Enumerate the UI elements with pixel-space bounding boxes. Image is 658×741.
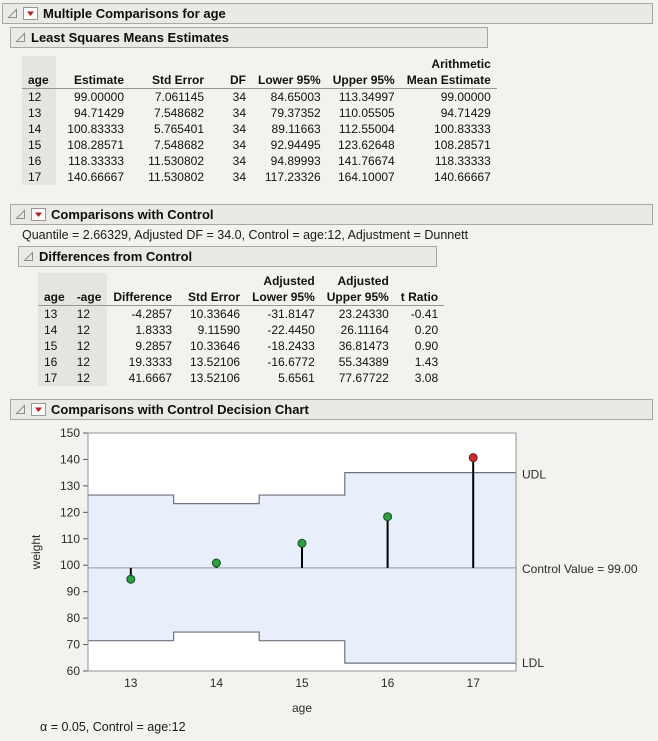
table-cell: -0.41 [410,307,439,321]
table-cell: -4.2857 [131,307,173,321]
table-cell: 5.6561 [278,371,315,385]
table-cell: 112.55004 [338,122,395,136]
table-cell: 117.23326 [264,170,321,184]
table-cell: 17 [22,169,56,185]
column-header[interactable]: Difference [107,289,178,306]
quantile-summary-text: Quantile = 2.66329, Adjusted DF = 34.0, Control = age:12, Adjustment = Dunnett [22,228,469,242]
section-header-comparisons-with-control[interactable] [10,204,653,225]
data-point[interactable] [298,539,306,547]
section-title: Least Squares Means Estimates [31,30,229,45]
red-triangle-menu-icon[interactable] [23,7,38,20]
table-cell: 108.28571 [67,138,124,152]
y-tick-label: 100 [59,558,80,573]
column-header[interactable]: age [38,289,71,306]
table-cell: 7.061145 [154,90,204,104]
table-cell: 34 [232,138,246,152]
table-cell: 16 [38,354,71,370]
column-header-top: Adjusted [337,274,389,288]
disclosure-triangle-icon[interactable] [7,8,18,19]
column-header[interactable]: Mean Estimate [401,72,497,89]
table-cell: 0.90 [414,339,439,353]
table-cell: 13 [38,306,71,323]
y-axis-label: weight [29,534,43,570]
disclosure-triangle-icon[interactable] [15,404,26,415]
column-header[interactable]: Std Error [130,72,210,89]
section-title: Differences from Control [39,249,193,264]
table-cell: 140.66667 [434,170,491,184]
table-cell: 94.89993 [270,154,321,168]
column-header-top [38,273,71,289]
table-row[interactable] [22,89,497,106]
table-cell: 13 [22,105,56,121]
table-row[interactable] [38,354,444,370]
data-point[interactable] [127,575,135,583]
table-cell: 7.548682 [153,106,204,120]
table-row[interactable] [38,306,444,323]
table-cell: 9.2857 [135,339,173,353]
section-title: Comparisons with Control [51,207,214,222]
column-header[interactable]: Lower 95% [252,72,327,89]
table-cell: 12 [22,89,56,106]
table-cell: 0.20 [414,323,439,337]
table-cell: 23.24330 [338,307,389,321]
table-cell: 79.37352 [270,106,321,120]
y-tick-label: 80 [66,611,80,626]
column-header-top: Adjusted [263,274,315,288]
table-cell: 141.76674 [338,154,395,168]
column-header[interactable]: Upper 95% [321,289,395,306]
column-header[interactable]: age [22,72,56,89]
table-cell: 34 [232,170,246,184]
table-cell: 164.10007 [338,170,395,184]
table-cell: 17 [38,370,71,386]
column-header[interactable]: Estimate [56,72,130,89]
dfc-table [38,273,444,386]
y-tick-label: 90 [66,584,80,599]
table-cell: -31.8147 [267,307,315,321]
table-cell: 34 [232,154,246,168]
alpha-footnote: α = 0.05, Control = age:12 [40,720,186,734]
table-cell: 13.52106 [190,355,241,369]
section-title: Multiple Comparisons for age [43,6,226,21]
table-cell: 1.43 [414,355,439,369]
table-cell: 34 [232,90,246,104]
y-tick-label: 130 [59,478,80,493]
lsm-table [22,56,497,185]
table-cell: 10.33646 [190,307,241,321]
column-header[interactable]: DF [210,72,252,89]
table-cell: 94.71429 [73,106,124,120]
column-header-top: Arithmetic [431,57,491,71]
y-tick-label: 120 [59,505,80,520]
table-cell: -18.2433 [267,339,315,353]
table-row[interactable] [22,169,497,185]
y-tick-label: 60 [66,664,80,678]
y-tick-label: 140 [59,452,80,467]
y-tick-label: 70 [66,637,80,652]
disclosure-triangle-icon[interactable] [15,32,26,43]
table-cell: 99.00000 [73,90,124,104]
table-row[interactable] [38,322,444,338]
table-cell: 9.11590 [197,323,241,337]
data-point-significant[interactable] [469,454,477,462]
table-row[interactable] [38,370,444,386]
table-cell: 123.62648 [338,138,395,152]
y-tick-label: 110 [60,531,80,546]
table-cell: 12 [71,370,108,386]
disclosure-triangle-icon[interactable] [15,209,26,220]
table-cell: 77.67722 [338,371,389,385]
table-cell: 94.71429 [440,106,491,120]
table-cell: 12 [71,306,108,323]
x-tick-label: 13 [124,676,138,690]
table-cell: 84.65003 [270,90,321,104]
section-header-multiple-comparisons[interactable] [2,3,653,24]
table-cell: 1.8333 [135,323,173,337]
table-cell: 118.33333 [68,154,124,168]
table-row[interactable] [22,153,497,169]
table-cell: 3.08 [414,371,439,385]
control-value-label: Control Value = 99.00 [522,561,638,576]
table-cell: 12 [71,338,108,354]
table-cell: 26.11164 [340,323,389,337]
x-tick-label: 15 [295,676,309,690]
table-cell: 12 [71,354,108,370]
column-header[interactable]: t Ratio [395,289,444,306]
column-header[interactable]: Lower 95% [246,289,321,306]
column-header-top [395,273,444,289]
section-header-decision-chart[interactable] [10,399,653,420]
column-header-top [107,273,178,289]
table-cell: 110.05505 [338,106,395,120]
table-cell: 55.34389 [338,355,389,369]
table-row[interactable] [38,338,444,354]
data-point[interactable] [212,559,220,567]
ldl-label: LDL [522,656,545,671]
decision-chart-svg[interactable] [0,420,658,720]
section-header-differences-from-control[interactable] [18,246,437,267]
x-tick-label: 14 [209,676,224,690]
table-cell: 14 [38,322,71,338]
table-cell: 140.66667 [67,170,124,184]
column-header-top [252,56,327,72]
red-triangle-menu-icon[interactable] [31,208,46,221]
red-triangle-menu-icon[interactable] [31,403,46,416]
table-cell: -16.6772 [267,355,315,369]
table-row[interactable] [22,121,497,137]
table-cell: 11.530802 [148,170,204,184]
table-cell: 108.28571 [434,138,491,152]
column-header-top [71,273,108,289]
table-cell: 14 [22,121,56,137]
data-point[interactable] [384,513,392,521]
table-cell: 41.6667 [128,371,173,385]
table-cell: 19.3333 [128,355,173,369]
section-title: Comparisons with Control Decision Chart [51,402,309,417]
column-header-top [22,56,56,72]
table-row[interactable] [22,137,497,153]
table-cell: 11.530802 [148,154,204,168]
disclosure-triangle-icon[interactable] [23,251,34,262]
table-cell: 5.765401 [153,122,204,136]
column-header[interactable]: Std Error [178,289,246,306]
table-row[interactable] [22,105,497,121]
column-header-top [178,273,246,289]
y-tick-label: 150 [59,426,80,440]
table-cell: 16 [22,153,56,169]
table-cell: 12 [71,322,108,338]
table-cell: 92.94495 [270,138,321,152]
x-tick-label: 16 [380,676,395,690]
table-cell: 100.83333 [434,122,491,136]
table-cell: 89.11663 [271,122,321,136]
table-cell: -22.4450 [267,323,315,337]
column-header[interactable]: Upper 95% [327,72,401,89]
table-cell: 99.00000 [440,90,491,104]
table-cell: 34 [232,106,246,120]
column-header-top [327,56,401,72]
section-header-lsm-estimates[interactable] [10,27,488,48]
column-header[interactable]: -age [71,289,108,306]
table-cell: 13.52106 [190,371,241,385]
table-cell: 15 [38,338,71,354]
x-axis-label: age [291,701,313,715]
column-header-top [210,56,252,72]
x-tick-label: 17 [466,676,480,690]
table-cell: 7.548682 [153,138,204,152]
table-cell: 100.83333 [67,122,124,136]
table-cell: 10.33646 [190,339,241,353]
table-cell: 34 [232,122,246,136]
table-cell: 113.34997 [338,90,395,104]
table-cell: 15 [22,137,56,153]
table-cell: 36.81473 [338,339,389,353]
table-cell: 118.33333 [434,154,491,168]
udl-label: UDL [522,467,547,482]
column-header-top [130,56,210,72]
column-header-top [56,56,130,72]
